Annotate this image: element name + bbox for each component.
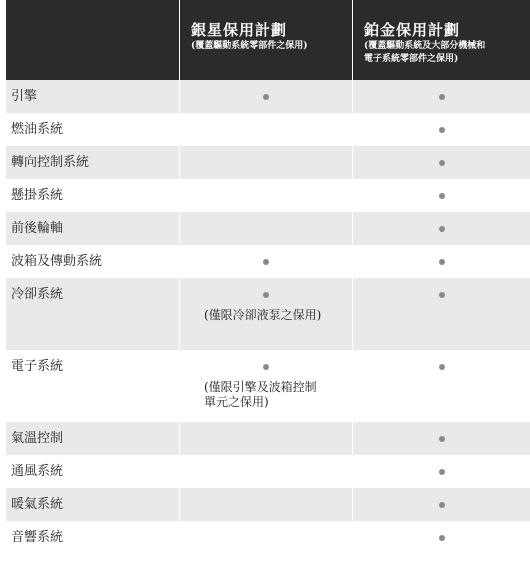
- covered-dot-icon: [439, 259, 445, 265]
- silver-plan-cell: [179, 80, 352, 113]
- platinum-plan-cell: [352, 80, 530, 113]
- covered-dot-icon: [439, 535, 445, 541]
- silver-plan-cell: [179, 245, 352, 278]
- table-row: [6, 350, 530, 422]
- silver-plan-title: 銀星保用計劃: [191, 21, 288, 39]
- row-label: 燃油系統: [11, 122, 64, 137]
- platinum-plan-cell: [352, 212, 530, 245]
- silver-plan-cell: [179, 278, 352, 350]
- table-row: [6, 212, 530, 245]
- platinum-plan-cell: [352, 488, 530, 521]
- platinum-plan-cell: [352, 179, 530, 212]
- platinum-plan-title: 鉑金保用計劃: [364, 21, 461, 39]
- silver-plan-cell: [179, 488, 352, 521]
- silver-plan-subtitle: (覆蓋驅動系統零部件之保用): [191, 41, 308, 51]
- table-row: [6, 245, 530, 278]
- row-label: 電子系統: [11, 359, 64, 374]
- silver-plan-cell: [179, 521, 352, 554]
- platinum-plan-subtitle-line1: (覆蓋驅動系統及大部分機械和: [364, 41, 486, 51]
- platinum-plan-cell: [352, 521, 530, 554]
- table-row: [6, 80, 530, 113]
- row-label: 氣溫控制: [11, 431, 64, 446]
- row-label: 懸掛系統: [11, 188, 64, 203]
- platinum-plan-header: [352, 0, 530, 80]
- table-body: [6, 80, 530, 554]
- row-label: 轉向控制系統: [11, 155, 90, 170]
- table-row: [6, 146, 530, 179]
- row-label: 暖氣系統: [11, 497, 64, 512]
- covered-dot-icon: [439, 364, 445, 370]
- covered-dot-icon: [263, 364, 269, 370]
- platinum-plan-cell: [352, 422, 530, 455]
- platinum-plan-cell: [352, 113, 530, 146]
- silver-plan-cell: [179, 212, 352, 245]
- covered-dot-icon: [439, 502, 445, 508]
- covered-dot-icon: [439, 94, 445, 100]
- row-label: 波箱及傳動系統: [11, 254, 103, 269]
- covered-dot-icon: [263, 94, 269, 100]
- covered-dot-icon: [439, 292, 445, 298]
- covered-dot-icon: [263, 259, 269, 265]
- coverage-note: (僅限引擎及波箱控制 單元之保用): [204, 380, 317, 409]
- covered-dot-icon: [439, 193, 445, 199]
- covered-dot-icon: [439, 127, 445, 133]
- silver-plan-header: [179, 0, 352, 80]
- table-row: [6, 422, 530, 455]
- table-row: [6, 278, 530, 350]
- platinum-plan-cell: [352, 350, 530, 422]
- table-row: [6, 113, 530, 146]
- platinum-plan-subtitle-line2: 電子系統零部件之保用): [364, 54, 459, 64]
- covered-dot-icon: [439, 436, 445, 442]
- silver-plan-cell: [179, 113, 352, 146]
- silver-plan-cell: [179, 350, 352, 422]
- row-label: 通風系統: [11, 464, 64, 479]
- row-label: 音響系統: [11, 530, 64, 545]
- silver-plan-cell: [179, 146, 352, 179]
- row-label: 引擎: [11, 89, 38, 104]
- silver-plan-cell: [179, 422, 352, 455]
- table-row: [6, 455, 530, 488]
- row-label: 前後輪軸: [11, 221, 64, 236]
- covered-dot-icon: [439, 160, 445, 166]
- coverage-note: (僅限冷卻液泵之保用): [204, 308, 322, 322]
- silver-plan-cell: [179, 179, 352, 212]
- covered-dot-icon: [263, 292, 269, 298]
- covered-dot-icon: [439, 469, 445, 475]
- table-header: [6, 0, 530, 80]
- covered-dot-icon: [439, 226, 445, 232]
- platinum-plan-cell: [352, 245, 530, 278]
- row-label: 冷卻系統: [11, 287, 64, 302]
- platinum-plan-cell: [352, 455, 530, 488]
- table-row: [6, 179, 530, 212]
- silver-plan-cell: [179, 455, 352, 488]
- platinum-plan-cell: [352, 146, 530, 179]
- table-row: [6, 521, 530, 554]
- header-empty-cell: [6, 0, 179, 80]
- platinum-plan-cell: [352, 278, 530, 350]
- warranty-comparison-table: [6, 0, 530, 554]
- table-row: [6, 488, 530, 521]
